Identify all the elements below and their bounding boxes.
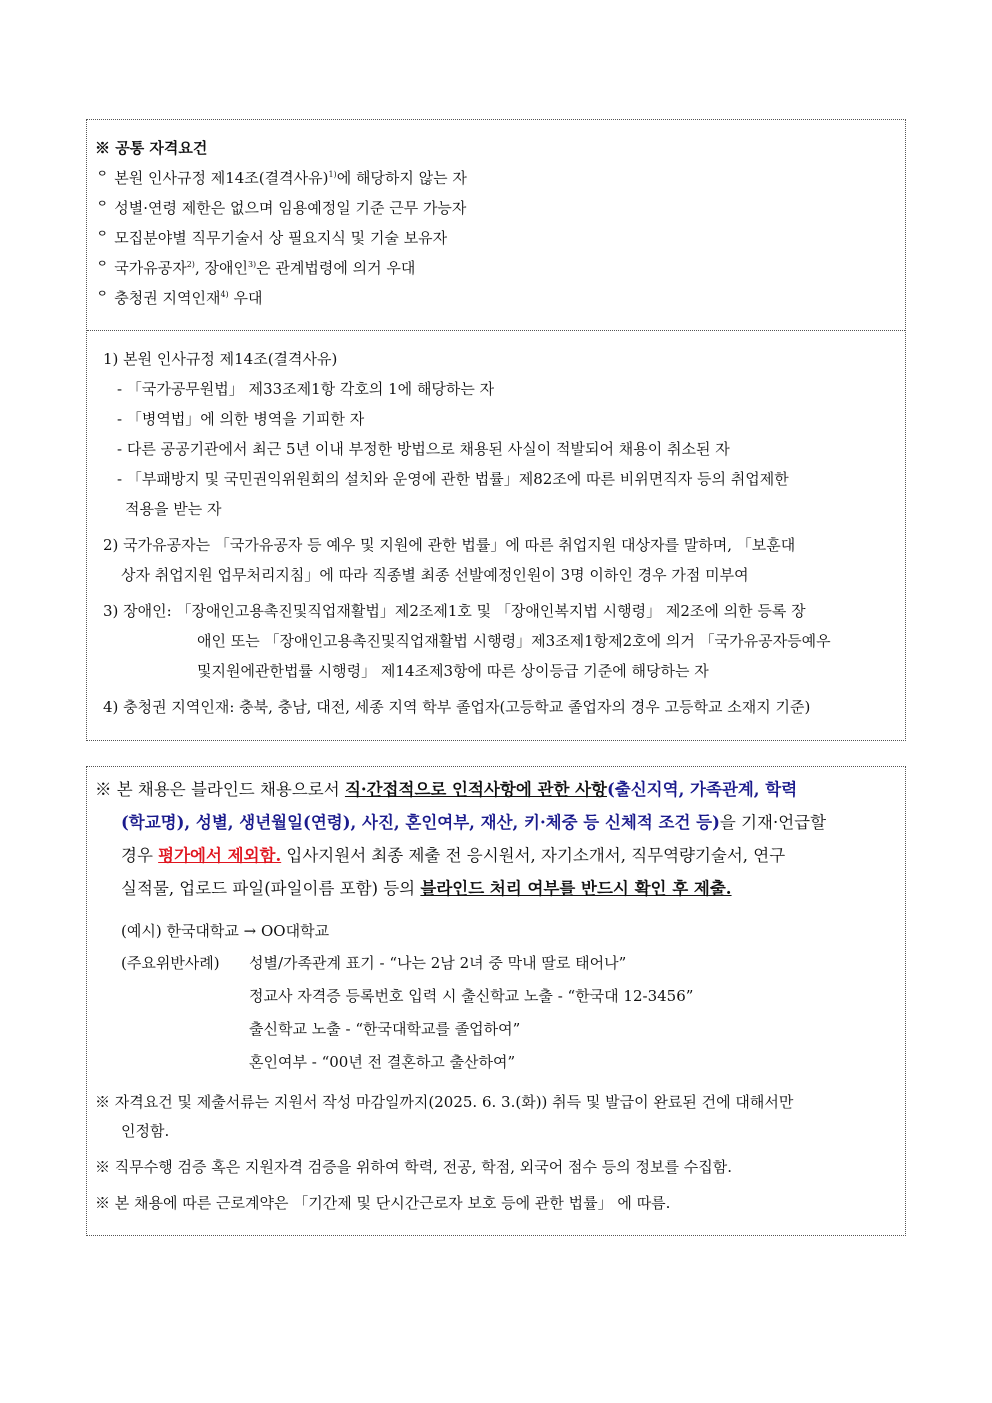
qualification-deadline-note: ※ 자격요건 및 제출서류는 지원서 작성 마감일까지(2025. 6. 3.(화)) 취득 및 발급이 완료된 건에 대해서만 <box>95 1093 794 1111</box>
violations-label: (주요위반사례) <box>121 954 220 972</box>
qualification-deadline-note-cont: 인정함. <box>121 1122 170 1140</box>
common-item-1: ᄋ 본원 인사규정 제14조(결격사유)$^{1)}$에 해당하지 않는 자 <box>95 169 467 187</box>
footnote-2-line: 상자 취업지원 업무처리지침」에 따라 직종별 최종 선발예정인원이 3명 이하인 경우 가점 미부여 <box>121 566 749 584</box>
blind-example: (예시) 한국대학교 → OO대학교 <box>121 922 330 940</box>
violation-item: 정교사 자격증 등록번호 입력 시 출신학교 노출 - “한국대 12-3456” <box>249 987 694 1005</box>
blind-recruitment-box <box>86 766 906 1236</box>
blind-line-3: 경우 평가에서 제외함. 입사지원서 최종 제출 전 응시원서, 자기소개서, 직무역량기술서, 연구 <box>121 846 786 865</box>
common-item-2: ᄋ 성별·연령 제한은 없으며 임용예정일 기준 근무 가능자 <box>95 199 467 217</box>
section-divider <box>87 330 905 331</box>
common-title: ※ 공통 자격요건 <box>95 139 208 157</box>
footnote-1-item: - 「부패방지 및 국민권익위원회의 설치와 운영에 관한 법률」제82조에 따른 비위면직자 등의 취업제한 <box>117 470 789 488</box>
violation-item: 혼인여부 - “00년 전 결혼하고 출산하여” <box>249 1053 516 1071</box>
footnote-3-line: 애인 또는 「장애인고용촉진및직업재활법 시행령」제3조제1항제2호에 의거 「국가유공자등예우 <box>197 632 831 650</box>
common-qualifications-section <box>87 120 905 330</box>
data-collection-note: ※ 직무수행 검증 혹은 지원자격 검증을 위하여 학력, 전공, 학점, 외국어 점수 등의 정보를 수집함. <box>95 1158 732 1176</box>
qualifications-box <box>86 119 906 741</box>
violation-item: 성별/가족관계 표기 - “나는 2남 2녀 중 막내 딸로 태어나” <box>249 954 627 972</box>
footnote-2-line: 2) 국가유공자는 「국가유공자 등 예우 및 지원에 관한 법률」에 따른 취업지원 대상자를 말하며, 「보훈대 <box>103 536 796 554</box>
common-item-5: ᄋ 충청권 지역인재$^{4)}$ 우대 <box>95 289 263 307</box>
labor-contract-note: ※ 본 채용에 따른 근로계약은 「기간제 및 단시간근로자 보호 등에 관한 법률」 에 따름. <box>95 1194 671 1212</box>
footnote-1-item: - 「병역법」에 의한 병역을 기피한 자 <box>117 410 365 428</box>
blind-line-2: (학교명), 성별, 생년월일(연령), 사진, 혼인여부, 재산, 키·체중 등 신체적 조건 등)을 기재·언급할 <box>121 813 827 832</box>
footnote-4: 4) 충청권 지역인재: 충북, 충남, 대전, 세종 지역 학부 졸업자(고등학교 졸업자의 경우 고등학교 소재지 기준) <box>103 698 811 716</box>
footnote-1-item: - 「국가공무원법」 제33조제1항 각호의 1에 해당하는 자 <box>117 380 495 398</box>
footnote-1-item: 적용을 받는 자 <box>125 500 222 518</box>
footnote-1-title: 1) 본원 인사규정 제14조(결격사유) <box>103 350 338 368</box>
footnote-3-line: 및지원에관한법률 시행령」 제14조제3항에 따른 상이등급 기준에 해당하는 자 <box>197 662 709 680</box>
footnote-1-item: - 다른 공공기관에서 최근 5년 이내 부정한 방법으로 채용된 사실이 적발되어 채용이 취소된 자 <box>117 440 730 458</box>
common-item-3: ᄋ 모집분야별 직무기술서 상 필요지식 및 기술 보유자 <box>95 229 448 247</box>
blind-line-1: ※ 본 채용은 블라인드 채용으로서 직·간접적으로 인적사항에 관한 사항(출신지역, 가족관계, 학력 <box>95 780 798 799</box>
blind-line-4: 실적물, 업로드 파일(파일이름 포함) 등의 블라인드 처리 여부를 반드시 확인 후 제출. <box>121 879 732 898</box>
violation-item: 출신학교 노출 - “한국대학교를 졸업하여” <box>249 1020 521 1038</box>
common-item-4: ᄋ 국가유공자$^{2)}$, 장애인$^{3)}$은 관계법령에 의거 우대 <box>95 259 416 277</box>
footnote-3-line: 3) 장애인: 「장애인고용촉진및직업재활법」제2조제1호 및 「장애인복지법 시행령」 제2조에 의한 등록 장 <box>103 602 806 620</box>
